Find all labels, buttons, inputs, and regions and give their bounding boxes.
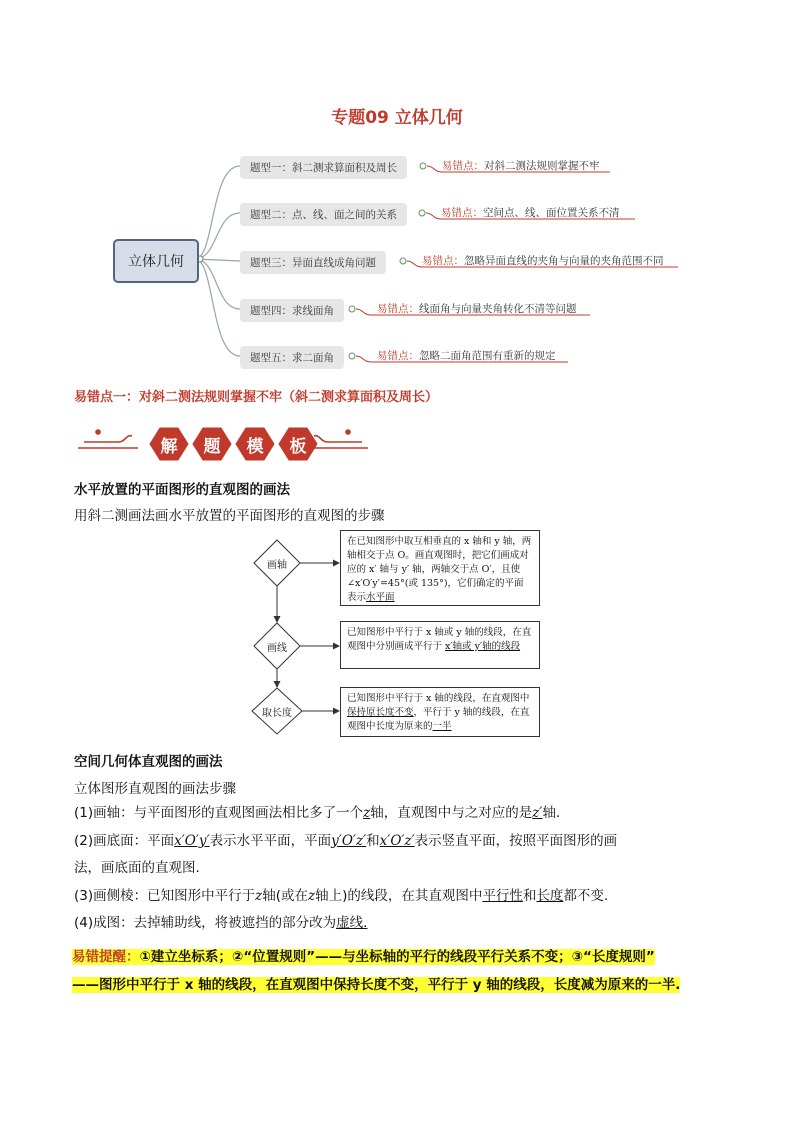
flow-step-1: 画轴	[267, 560, 287, 571]
mindmap-branch-1: 题型一：斜二测求算面积及周长	[240, 156, 407, 179]
flow-box-2: 已知图形中平行于 x 轴或 y 轴的线段，在直观图中分别画成平行于 x′轴或 y′轴的线段	[340, 621, 540, 669]
flow-box-3: 已知图形中平行于 x 轴的线段，在直观图中保持原长度不变，平行于 y 轴的线段，在直观图中长度为原来的一半	[340, 687, 540, 737]
banner-char-1: 解	[160, 436, 178, 457]
mindmap-error-3: 易错点：忽略异面直线的夹角与向量的夹角范围不同	[422, 255, 664, 267]
mindmap-error-4: 易错点：线面角与向量夹角转化不清等问题	[377, 303, 577, 315]
mindmap-branch-2: 题型二：点、线、面之间的关系	[240, 203, 407, 226]
error-reminder: 易错提醒：①建立坐标系；②“位置规则”——与坐标轴的平行的线段平行关系不变；③“长度规则” ——图形中平行于 x 轴的线段，在直观图中保持长度不变，平行于 y 轴的线段，长度减为原来的一半.	[72, 949, 681, 993]
mindmap-error-2: 易错点：空间点、线、面位置关系不清	[441, 207, 620, 219]
banner-char-4: 板	[289, 436, 307, 457]
mindmap-connectors	[0, 0, 794, 380]
mindmap-error-1: 易错点：对斜二测法规则掌握不牢	[442, 160, 600, 172]
banner-char-3: 模	[246, 436, 264, 457]
banner-char-2: 题	[203, 436, 221, 457]
section2-intro: 立体图形直观图的画法步骤	[74, 781, 236, 797]
mindmap-branch-5: 题型五：求二面角	[240, 346, 344, 369]
mindmap-center: 立体几何	[113, 239, 199, 283]
section2-step2: (2)画底面：平面x′O′y′表示水平平面，平面y′O′z′和x′O′z′表示竖直平面，按照平面图形的画	[74, 833, 618, 849]
page-title: 专题09 立体几何	[331, 108, 463, 128]
mindmap-error-5: 易错点：忽略二面角范围有重新的规定	[377, 350, 556, 362]
flow-step-3: 取长度	[262, 708, 292, 719]
section2-heading: 空间几何体直观图的画法	[74, 754, 223, 770]
flow-step-2: 画线	[267, 643, 287, 654]
section2-step3: (3)画侧棱：已知图形中平行于z轴(或在z轴上)的线段，在其直观图中平行性和长度都不变.	[74, 888, 609, 904]
section2-step2-cont: 法，画底面的直观图.	[74, 860, 200, 876]
section2-step1: (1)画轴：与平面图形的直观图画法相比多了一个z轴，直观图中与之对应的是z′轴.	[74, 805, 561, 821]
flow-box-1: 在已知图形中取互相垂直的 x 轴和 y 轴，两轴相交于点 O。画直观图时，把它们画成对应的 x′ 轴与 y′ 轴，两轴交于点 O′，且使 ∠x′O′y′=45°(或 135°)，它们确定的平面表示水平面	[340, 530, 540, 606]
section1-heading: 水平放置的平面图形的直观图的画法	[74, 482, 290, 498]
mindmap-branch-3: 题型三：异面直线成角问题	[240, 251, 386, 274]
error-heading: 易错点一：对斜二测法规则掌握不牢（斜二测求算面积及周长）	[74, 390, 439, 405]
section1-intro: 用斜二测画法画水平放置的平面图形的直观图的步骤	[74, 508, 385, 524]
section2-step4: (4)成图：去掉辅助线，将被遮挡的部分改为虚线.	[74, 915, 368, 931]
mindmap-branch-4: 题型四：求线面角	[240, 299, 344, 322]
